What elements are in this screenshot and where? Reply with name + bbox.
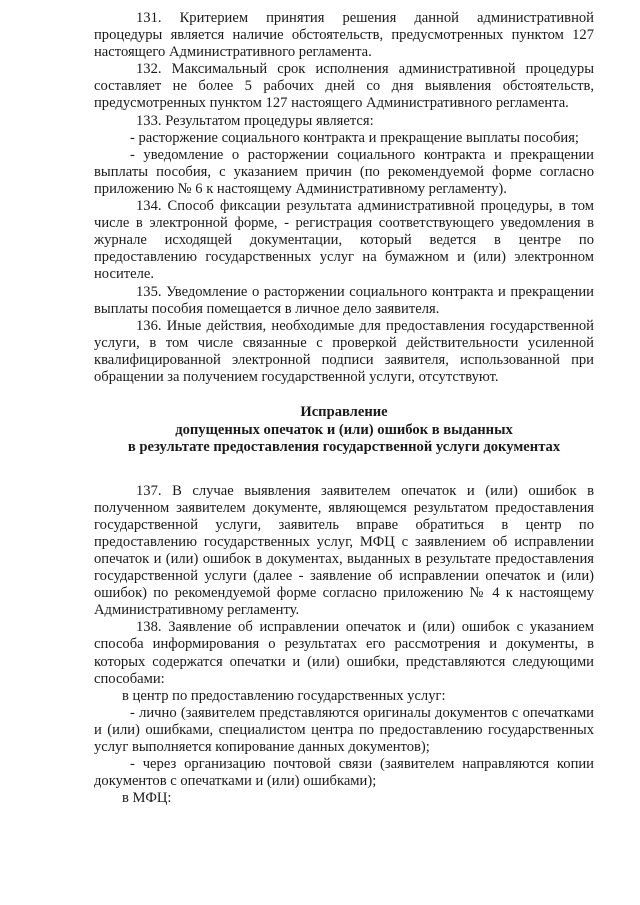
list-item-termination: - расторжение социального контракта и прекращение выплаты пособия; xyxy=(130,129,579,146)
paragraph-137: 137. В случае выявления заявителем опечаток и (или) ошибок в полученном заявителем документе, являющемся результатом предоставления государственной услуги, заявитель вправе обратиться в центр по предоставлению государственных услуг, МФЦ с заявлением об исправлении опечаток и (или) ошибок в документах, выданных в результате предоставления государственной услуги (далее - заявление об исправлении опечаток и (или) ошибок) по рекомендуемой форме согласно приложению № 4 к настоящему Административному регламенту. xyxy=(94,482,594,619)
paragraph-132: 132. Максимальный срок исполнения административной процедуры составляет не более 5 рабочих дней со дня выявления обстоятельств, предусмотренных пунктом 127 настоящего Административного регламента. xyxy=(94,61,594,112)
list-item-by-post: - через организацию почтовой связи (заявителем направляются копии документов с опечатками и (или) ошибками); xyxy=(94,756,594,790)
section-heading-line-3: в результате предоставления государственной услуги документах xyxy=(127,439,561,456)
section-heading xyxy=(94,404,594,457)
section-heading-line-1: Исправление xyxy=(300,404,388,421)
list-heading-mfc: в МФЦ: xyxy=(122,790,172,807)
list-item-in-person: - лично (заявителем представляются оригиналы документов с опечатками и (или) ошибками, специалистом центра по предоставлению государственных услуг выполняется копирование данных документов); xyxy=(94,704,594,755)
list-heading-center: в центр по предоставлению государственных услуг: xyxy=(122,687,446,704)
paragraph-131: 131. Критерием принятия решения данной административной процедуры является наличие обстоятельств, предусмотренных пунктом 127 настоящего Административного регламента. xyxy=(94,10,594,61)
paragraph-133: 133. Результатом процедуры является: xyxy=(136,112,374,129)
paragraph-135: 135. Уведомление о расторжении социального контракта и прекращении выплаты пособия помещается в личное дело заявителя. xyxy=(94,283,594,317)
section-heading-line-2: допущенных опечаток и (или) ошибок в выданных xyxy=(175,421,513,438)
document-page xyxy=(94,10,594,807)
paragraph-138: 138. Заявление об исправлении опечаток и (или) ошибок с указанием способа информирования о результатах его рассмотрения и документы, в которых содержатся опечатки и (или) ошибки, представляются следующими способами: xyxy=(94,619,594,687)
paragraph-136: 136. Иные действия, необходимые для предоставления государственной услуги, в том числе связанные с проверкой действительности усиленной квалифицированной электронной подписи заявителя, использованной при обращении за получением государственной услуги, отсутствуют. xyxy=(94,317,594,385)
paragraph-134: 134. Способ фиксации результата административной процедуры, в том числе в электронной форме, - регистрация соответствующего уведомления в журнале исходящей документации, который ведется в центре по предоставлению государственных услуг на бумажном и (или) электронном носителе. xyxy=(94,198,594,283)
spacer xyxy=(94,457,594,483)
list-item-notification: - уведомление о расторжении социального контракта и прекращении выплаты пособия, с указанием причин (по рекомендуемой форме согласно приложению № 6 к настоящему Административному регламенту). xyxy=(94,146,594,197)
